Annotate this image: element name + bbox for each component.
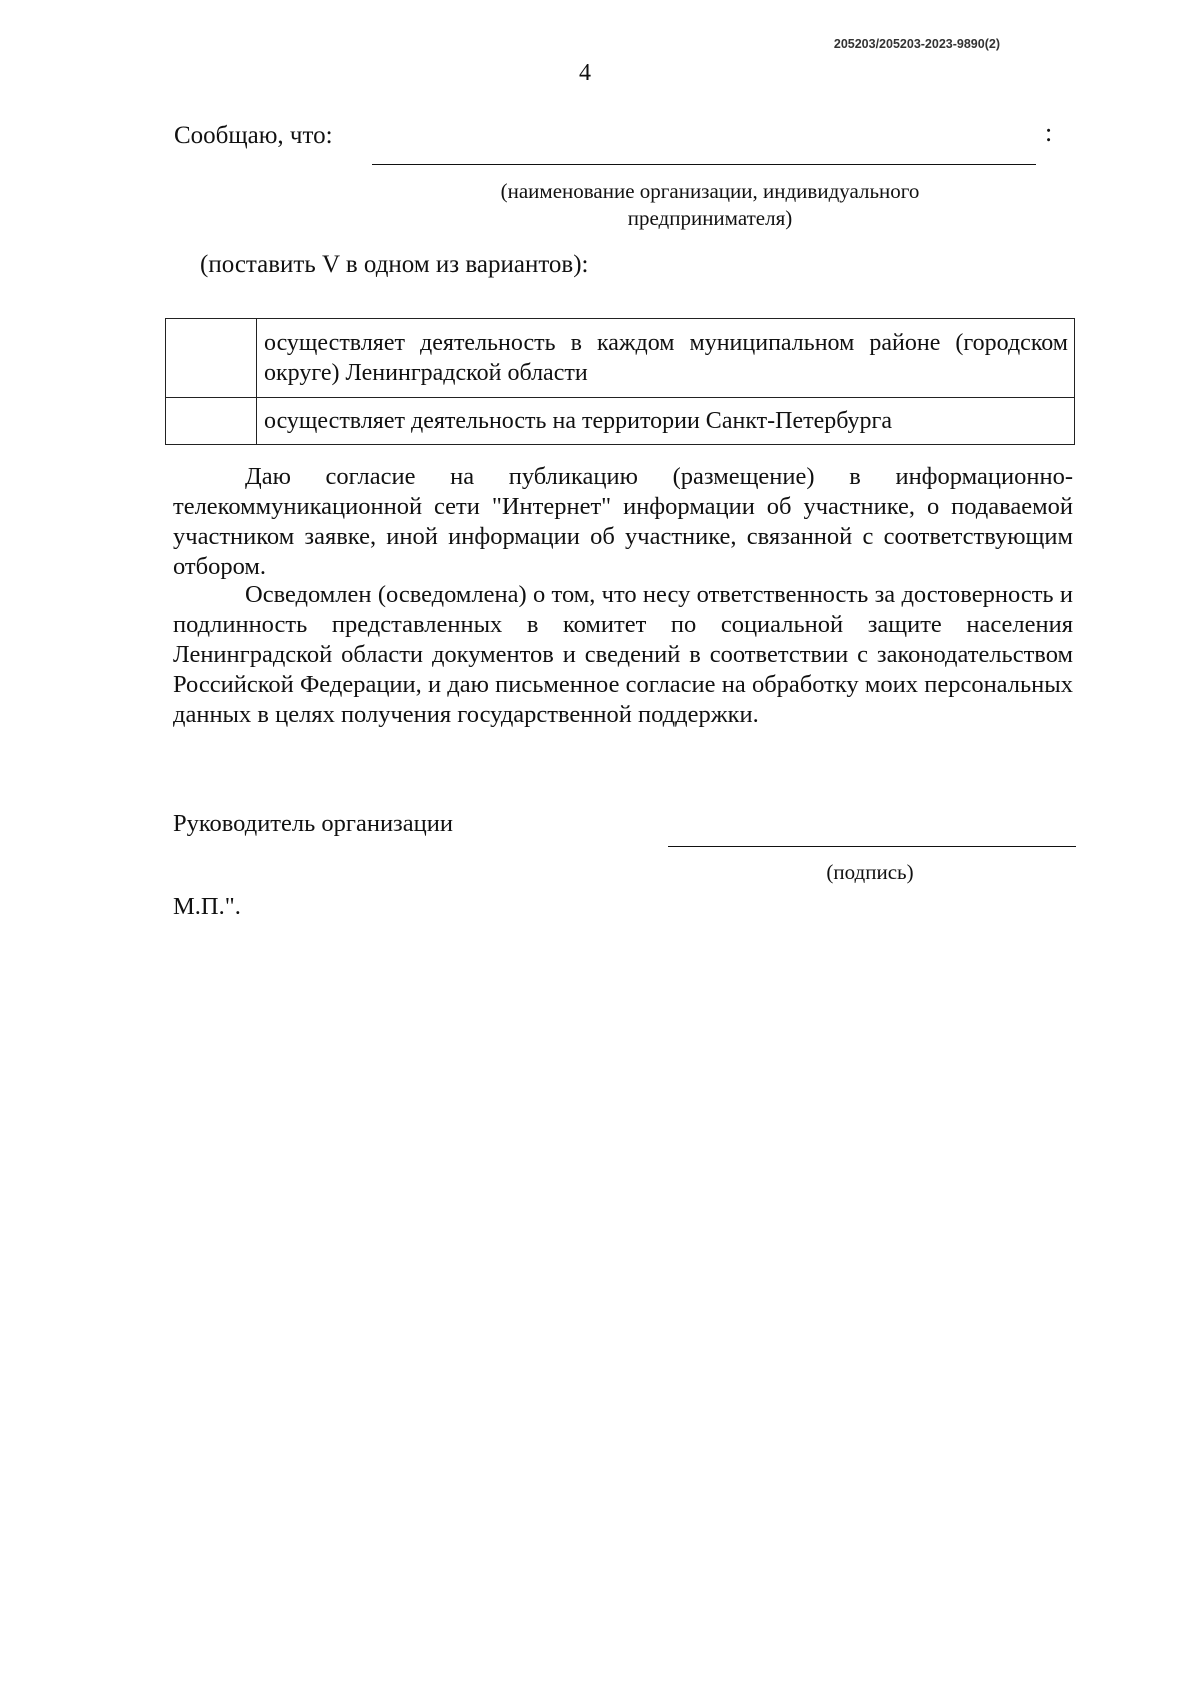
options-table xyxy=(165,318,1075,445)
document-id: 205203/205203-2023-9890(2) xyxy=(833,37,1000,51)
signature-line[interactable] xyxy=(668,846,1076,847)
signature-caption: (подпись) xyxy=(826,860,914,884)
page-number: 4 xyxy=(579,60,591,86)
report-label: Сообщаю, что: xyxy=(174,122,333,149)
organization-caption-line-2: предпринимателя) xyxy=(627,206,793,230)
organization-head-label: Руководитель организации xyxy=(173,810,453,837)
stamp-place-label: М.П.". xyxy=(173,893,241,920)
consent-publication-paragraph: Даю согласие на публикацию (размещение) в информационно-телекоммуникационной сети "Интернет" информации об участнике, о подаваемой участником заявке, иной информации об участнике, связанной с соответствующим отбором. xyxy=(173,463,1073,580)
option-label: осуществляет деятельность на территории Санкт-Петербурга xyxy=(257,398,1075,445)
organization-colon: : xyxy=(1045,118,1053,147)
organization-caption-line-1: (наименование организации, индивидуального xyxy=(500,179,920,203)
option-instruction: (поставить V в одном из вариантов): xyxy=(200,251,589,278)
option-checkbox-cell[interactable] xyxy=(166,398,257,445)
option-label: осуществляет деятельность в каждом муниципальном районе (городском округе) Ленинградской области xyxy=(257,319,1075,398)
option-row xyxy=(166,398,1075,445)
option-checkbox-cell[interactable] xyxy=(166,319,257,398)
organization-caption xyxy=(430,178,990,232)
organization-name-line[interactable] xyxy=(372,164,1036,165)
responsibility-paragraph: Осведомлен (осведомлена) о том, что несу ответственность за достоверность и подлинность представленных в комитет по социальной защите населения Ленинградской области документов и сведений в соответствии с законодательством Российской Федерации, и даю письменное согласие на обработку моих персональных данных в целях получения государственной поддержки. xyxy=(173,581,1073,728)
option-row xyxy=(166,319,1075,398)
